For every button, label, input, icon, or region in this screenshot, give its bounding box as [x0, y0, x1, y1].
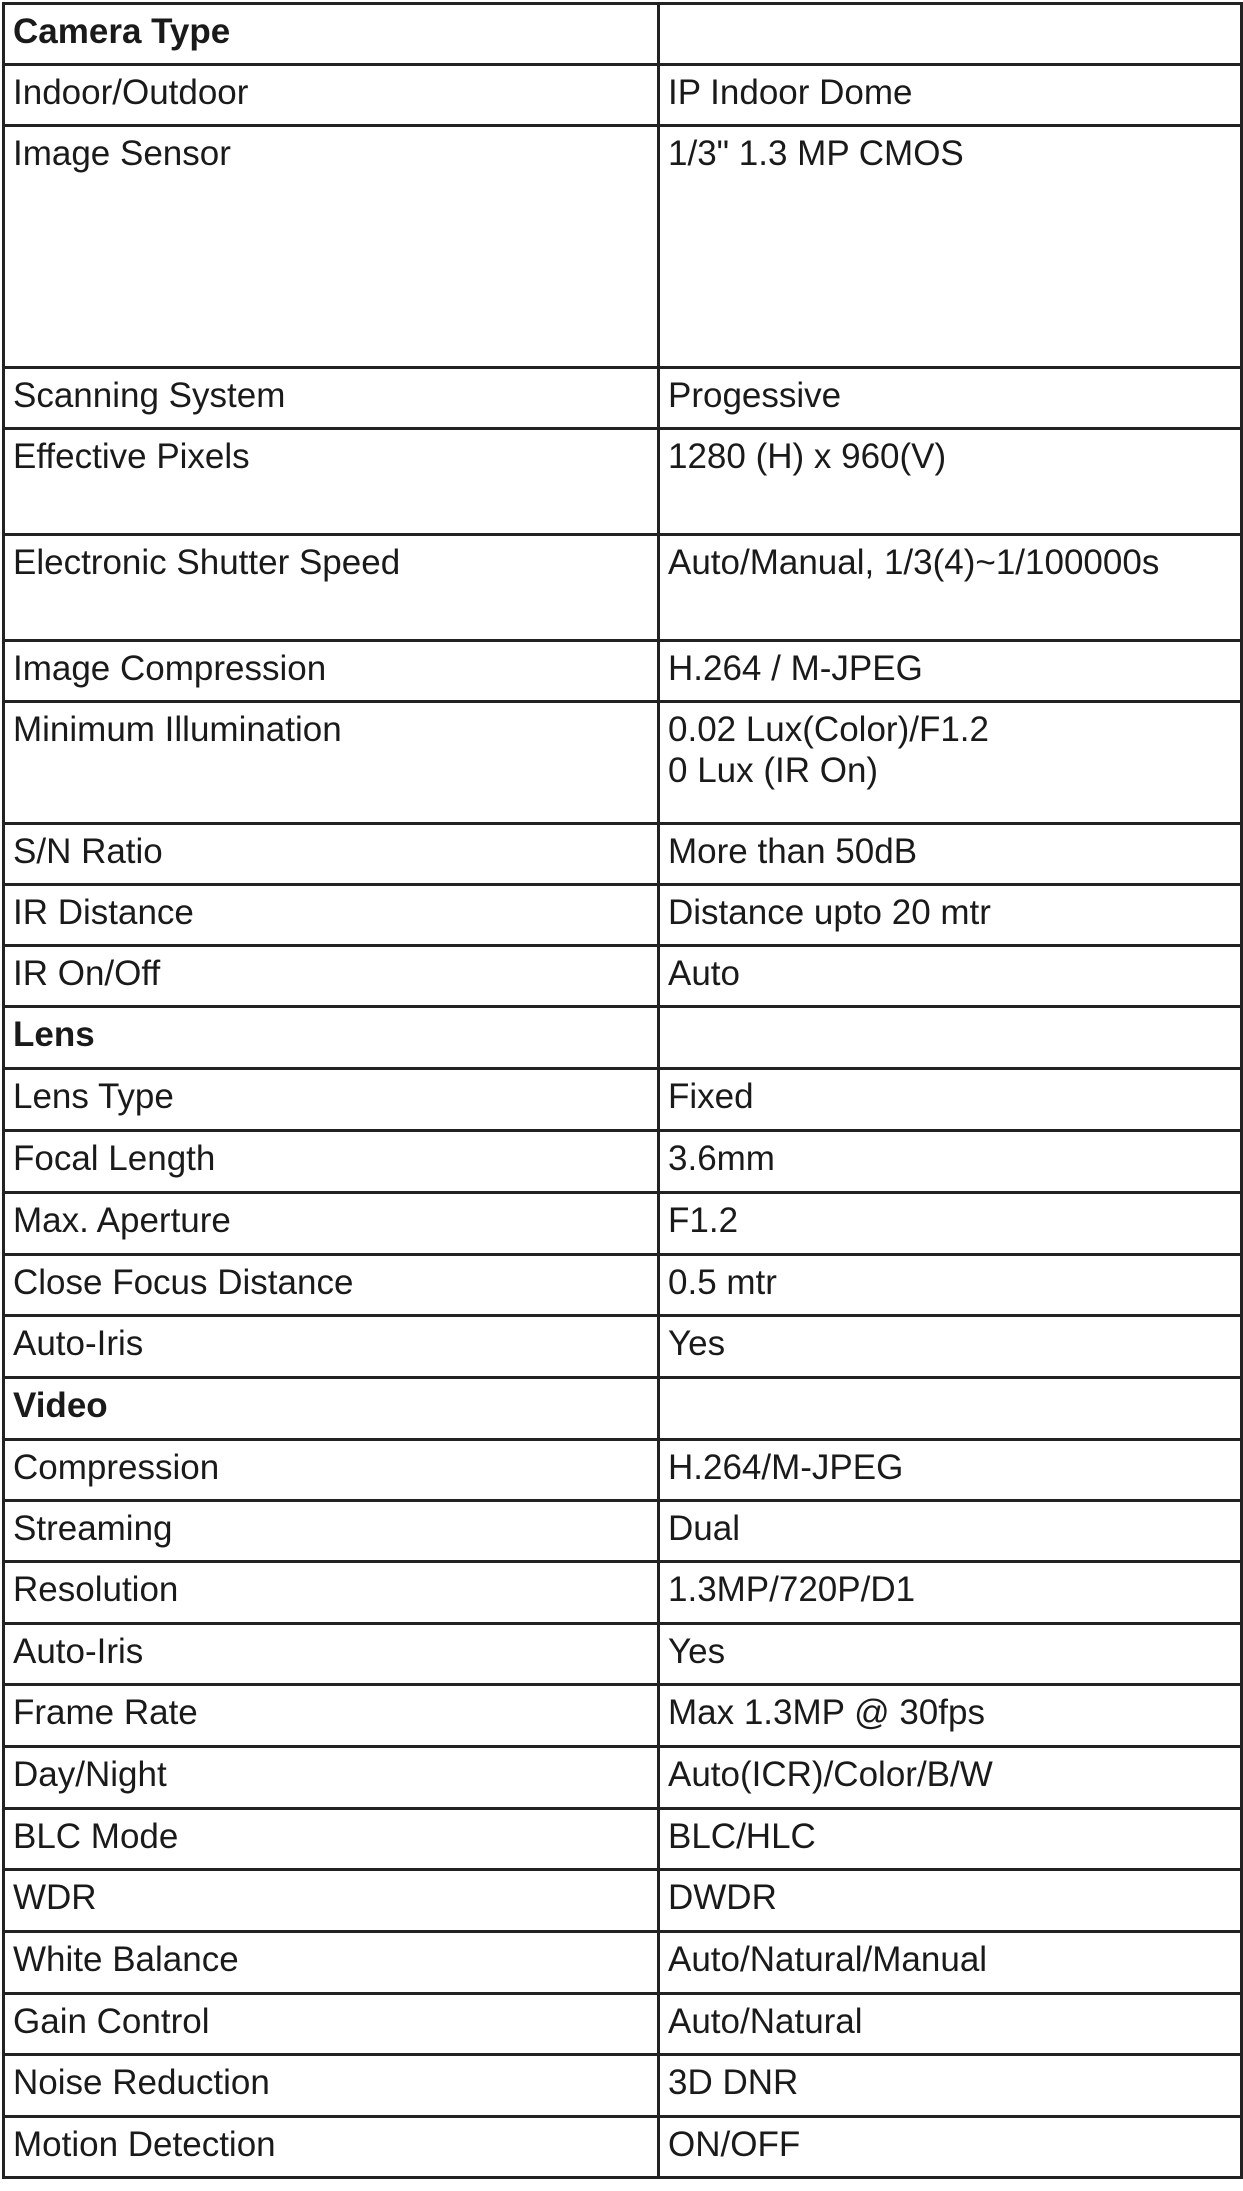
spec-value-line: Progessive: [668, 376, 842, 415]
spec-value: [659, 1007, 1242, 1069]
spec-value-line: ON/OFF: [668, 2125, 801, 2164]
spec-label: Max. Aperture: [4, 1193, 659, 1255]
spec-label: WDR: [4, 1870, 659, 1932]
spec-label: Focal Length: [4, 1131, 659, 1193]
spec-value-line: Distance upto 20 mtr: [668, 893, 991, 932]
spec-row: [4, 1809, 1242, 1870]
spec-label: Auto-Iris: [4, 1624, 659, 1685]
spec-label: Streaming: [4, 1501, 659, 1562]
spec-value-line: H.264/M-JPEG: [668, 1448, 904, 1487]
spec-label: Indoor/Outdoor: [4, 65, 659, 126]
spec-row: [4, 641, 1242, 702]
spec-row: [4, 1069, 1242, 1131]
spec-value-line: 1.3MP/720P/D1: [668, 1570, 916, 1609]
spec-row: [4, 2055, 1242, 2117]
spec-value-line: Fixed: [668, 1077, 754, 1116]
spec-value: [659, 946, 1242, 1007]
spec-table: [2, 2, 1243, 2179]
section-title: Lens: [4, 1007, 659, 1069]
spec-label: Noise Reduction: [4, 2055, 659, 2117]
spec-label: IR On/Off: [4, 946, 659, 1007]
spec-value-line: BLC/HLC: [668, 1817, 816, 1856]
spec-label: Minimum Illumination: [4, 702, 659, 824]
spec-value: [659, 368, 1242, 429]
spec-value-line: 0 Lux (IR On): [668, 751, 879, 790]
spec-label: S/N Ratio: [4, 824, 659, 885]
spec-row: [4, 1870, 1242, 1932]
spec-label: Gain Control: [4, 1994, 659, 2055]
spec-value-line: Yes: [668, 1324, 726, 1363]
spec-value-line: Auto(ICR)/Color/B/W: [668, 1755, 993, 1794]
spec-value: [659, 1994, 1242, 2055]
spec-value: [659, 2117, 1242, 2178]
spec-value-line: H.264 / M-JPEG: [668, 649, 923, 688]
spec-row: [4, 824, 1242, 885]
spec-row: [4, 1932, 1242, 1994]
spec-value-line: F1.2: [668, 1201, 739, 1240]
spec-label: Image Sensor: [4, 126, 659, 368]
spec-value-line: Yes: [668, 1632, 726, 1671]
spec-row: [4, 1624, 1242, 1685]
spec-label: Lens Type: [4, 1069, 659, 1131]
spec-value: [659, 1193, 1242, 1255]
spec-label: Image Compression: [4, 641, 659, 702]
spec-value: [659, 702, 1242, 824]
spec-label: Frame Rate: [4, 1685, 659, 1747]
section-title: Camera Type: [4, 4, 659, 65]
spec-value-line: Auto: [668, 954, 740, 993]
spec-value: [659, 1624, 1242, 1685]
spec-row: [4, 1316, 1242, 1378]
spec-row: [4, 126, 1242, 368]
spec-value: [659, 824, 1242, 885]
spec-value-line: 0.5 mtr: [668, 1263, 777, 1302]
spec-label: BLC Mode: [4, 1809, 659, 1870]
spec-value: [659, 1562, 1242, 1624]
spec-value: [659, 1316, 1242, 1378]
section-header-row: [4, 1007, 1242, 1069]
spec-value: [659, 2055, 1242, 2117]
spec-row: [4, 1501, 1242, 1562]
spec-label: Motion Detection: [4, 2117, 659, 2178]
spec-value: [659, 1932, 1242, 1994]
spec-table-body: [4, 4, 1242, 2178]
spec-row: [4, 1440, 1242, 1501]
spec-label: Close Focus Distance: [4, 1255, 659, 1316]
spec-value-line: DWDR: [668, 1878, 777, 1917]
spec-row: [4, 1131, 1242, 1193]
section-title: Video: [4, 1378, 659, 1440]
spec-value: [659, 1501, 1242, 1562]
section-header-row: [4, 1378, 1242, 1440]
spec-value: [659, 1809, 1242, 1870]
spec-value: [659, 4, 1242, 65]
spec-row: [4, 429, 1242, 535]
spec-value: [659, 126, 1242, 368]
spec-value: [659, 1131, 1242, 1193]
spec-value-line: More than 50dB: [668, 832, 918, 871]
section-header-row: [4, 4, 1242, 65]
spec-row: [4, 1747, 1242, 1809]
spec-row: [4, 65, 1242, 126]
spec-value: [659, 1685, 1242, 1747]
spec-label: Scanning System: [4, 368, 659, 429]
spec-row: [4, 1562, 1242, 1624]
spec-value: [659, 429, 1242, 535]
spec-row: [4, 885, 1242, 946]
spec-value: [659, 65, 1242, 126]
spec-label: Resolution: [4, 1562, 659, 1624]
spec-value-line: Dual: [668, 1509, 740, 1548]
spec-value: [659, 1440, 1242, 1501]
spec-row: [4, 1193, 1242, 1255]
spec-row: [4, 368, 1242, 429]
spec-row: [4, 1255, 1242, 1316]
spec-label: Effective Pixels: [4, 429, 659, 535]
spec-value-line: Auto/Natural/Manual: [668, 1940, 988, 1979]
spec-value: [659, 1069, 1242, 1131]
spec-value: [659, 885, 1242, 946]
spec-label: Day/Night: [4, 1747, 659, 1809]
spec-label: Electronic Shutter Speed: [4, 535, 659, 641]
spec-value-line: Auto/Manual, 1/3(4)~1/100000s: [668, 543, 1160, 582]
spec-value: [659, 1870, 1242, 1932]
spec-label: Compression: [4, 1440, 659, 1501]
spec-row: [4, 946, 1242, 1007]
spec-value-line: 1280 (H) x 960(V): [668, 437, 947, 476]
spec-label: IR Distance: [4, 885, 659, 946]
spec-value: [659, 641, 1242, 702]
spec-value-line: Max 1.3MP @ 30fps: [668, 1693, 985, 1732]
spec-value-line: 0.02 Lux(Color)/F1.2: [668, 710, 989, 749]
spec-value-line: 1/3" 1.3 MP CMOS: [668, 134, 964, 173]
spec-label: Auto-Iris: [4, 1316, 659, 1378]
spec-value: [659, 535, 1242, 641]
spec-value-line: IP Indoor Dome: [668, 73, 913, 112]
spec-value: [659, 1378, 1242, 1440]
spec-row: [4, 1685, 1242, 1747]
spec-value: [659, 1255, 1242, 1316]
spec-value: [659, 1747, 1242, 1809]
spec-row: [4, 1994, 1242, 2055]
spec-row: [4, 702, 1242, 824]
spec-value-line: 3.6mm: [668, 1139, 775, 1178]
spec-value-line: Auto/Natural: [668, 2002, 863, 2041]
spec-row: [4, 2117, 1242, 2178]
spec-row: [4, 535, 1242, 641]
spec-value-line: 3D DNR: [668, 2063, 799, 2102]
spec-label: White Balance: [4, 1932, 659, 1994]
